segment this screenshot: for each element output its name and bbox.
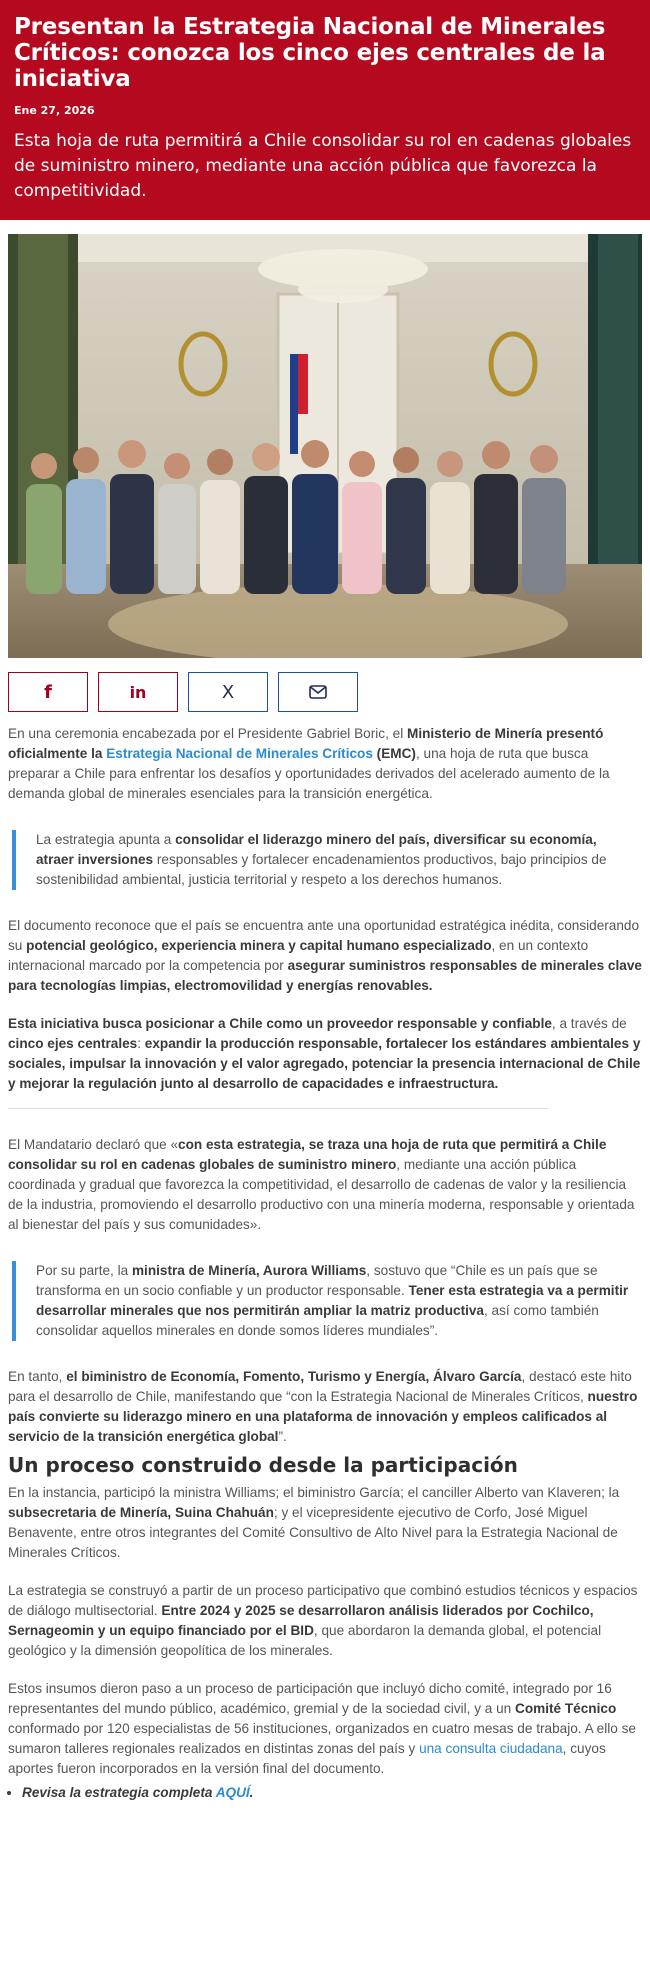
paragraph-process <box>8 1581 642 1661</box>
text: Revisa la estrategia completa <box>22 1785 216 1800</box>
text: Por su parte, la <box>36 1263 132 1278</box>
resource-list <box>22 1783 642 1803</box>
share-email-button[interactable] <box>278 672 358 712</box>
share-bar <box>8 672 642 712</box>
text: La estrategia apunta a <box>36 832 176 847</box>
text-bold: subsecretaria de Minería, Suina Chahuán <box>8 1505 274 1520</box>
text: En la instancia, participó la ministra Williams; el biministro García; el canciller Alberto van Klaveren; la <box>8 1485 620 1500</box>
text-bold: Esta iniciativa busca posicionar a Chile como un proveedor responsable y confiable <box>8 1016 552 1031</box>
text-bold: expandir la producción responsable, fortalecer los estándares ambientales y sociales, impulsar la innovación y el valor agregado, potenciar la presencia internacional de Chile y mejorar la regulación junto al desarrollo de capacidades e infraestructura. <box>8 1036 641 1091</box>
text: , así como también consolidar aquellos minerales en donde somos líderes mundiales”. <box>36 1303 599 1338</box>
paragraph-committee <box>8 1679 642 1779</box>
text: , que abordaron la demanda global, el potencial geológico y la dimensión geopolítica de los minerales. <box>8 1623 602 1658</box>
text: El documento reconoce que el país se encuentra ante una oportunidad estratégica inédita, considerando su <box>8 918 640 953</box>
article-lead: Esta hoja de ruta permitirá a Chile consolidar su rol en cadenas globales de suministro minero, mediante una acción pública que favorezca la competitividad. <box>14 131 632 201</box>
text: , a través de <box>551 1016 627 1031</box>
strategy-link[interactable]: Estrategia Nacional de Minerales Críticos <box>106 746 373 761</box>
text-bold: consolidar el liderazgo minero del país, diversificar su economía, atraer inversiones <box>36 832 597 867</box>
text-bold: Comité Técnico <box>515 1701 617 1716</box>
share-x-button[interactable] <box>188 672 268 712</box>
text: , en un contexto internacional marcado por la competencia por <box>8 938 589 973</box>
text: El Mandatario declaró que « <box>8 1137 179 1152</box>
text: En tanto, <box>8 1369 67 1384</box>
text-bold: Entre 2024 y 2025 se desarrollaron análisis liderados por Cochilco, Sernageomin y un equipo financiado por el BID <box>8 1603 594 1638</box>
share-linkedin-button[interactable] <box>98 672 178 712</box>
text-bold: cinco ejes centrales <box>8 1036 138 1051</box>
paragraph-opportunity <box>8 916 642 996</box>
text-bold: potencial geológico, experiencia minera y capital humano especializado <box>26 938 492 953</box>
ceremony-photo-illustration <box>8 234 642 658</box>
highlight-quote-2 <box>12 1261 642 1341</box>
text: , cuyos aportes fueron incorporados en la versión final del documento. <box>8 1741 606 1776</box>
text-bold: Tener esta estrategia va a permitir desarrollar minerales que nos permitirán ampliar la matriz productiva <box>36 1283 629 1318</box>
x-icon: X <box>221 681 235 703</box>
paragraph-president-quote <box>8 1135 642 1235</box>
text: responsables y fortalecer encadenamientos productivos, bajo principios de sostenibilidad ambiental, justicia territorial y respeto a los derechos humanos. <box>36 852 607 887</box>
text: En una ceremonia encabezada por el Presidente Gabriel Boric, el <box>8 726 407 741</box>
text: La estrategia se construyó a partir de un proceso participativo que combinó estudios técnicos y espacios de diálogo multisectorial. <box>8 1583 638 1618</box>
linkedin-icon: in <box>129 682 147 702</box>
strategy-download-link[interactable]: AQUÍ <box>215 1785 250 1800</box>
divider <box>8 1108 548 1109</box>
article-body <box>0 724 650 1803</box>
share-facebook-button[interactable] <box>8 672 88 712</box>
text-bold: ministra de Minería, Aurora Williams <box>131 1263 367 1278</box>
text: ; y el vicepresidente ejecutivo de Corfo, José Miguel Benavente, entre otros integrantes del Comité Consultivo de Alto Nivel para la Estrategia Nacional de Minerales Críticos. <box>8 1505 618 1560</box>
article-date: Ene 27, 2026 <box>14 104 95 117</box>
paragraph-biminister <box>8 1367 642 1447</box>
ceremony-photo <box>8 234 642 658</box>
paragraph-five-axes <box>8 1014 642 1094</box>
highlight-quote-1 <box>12 830 642 890</box>
article-header <box>0 0 650 220</box>
text: : <box>137 1036 145 1051</box>
text: conformado por 120 especialistas de 56 instituciones, organizados en cuatro mesas de trabajo. A ello se sumaron talleres regionales realizados en distintas zonas del país y <box>8 1721 636 1756</box>
paragraph-participants <box>8 1483 642 1563</box>
facebook-icon: f <box>44 681 52 703</box>
text: Estos insumos dieron paso a un proceso de participación que incluyó dicho comité, integrado por 16 representantes del mundo público, académico, gremial y de la sociedad civil, y a un <box>8 1681 612 1716</box>
envelope-icon <box>309 685 327 699</box>
text-bold: (EMC) <box>372 746 416 761</box>
article-title: Presentan la Estrategia Nacional de Minerales Críticos: conozca los cinco ejes centrales de la iniciativa <box>14 14 606 92</box>
text: , destacó este hito para el desarrollo de Chile, manifestando que “con la Estrategia Nacional de Minerales Críticos, <box>8 1369 632 1404</box>
text-bold: asegurar suministros responsables de minerales clave para tecnologías limpias, electromovilidad y energías renovables. <box>8 958 642 993</box>
text-bold: con esta estrategia, se traza una hoja de ruta que permitirá a Chile consolidar su rol en cadenas globales de suministro minero <box>8 1137 607 1172</box>
consulta-ciudadana-link[interactable]: una consulta ciudadana <box>419 1741 563 1756</box>
paragraph-intro <box>8 724 642 804</box>
text: . <box>249 1785 254 1800</box>
list-item <box>22 1783 642 1803</box>
text-bold: nuestro país convierte su liderazgo minero en una plataforma de innovación y empleos calificados al servicio de la transición energética global <box>8 1389 638 1444</box>
section-heading: Un proceso construido desde la participación <box>8 1453 518 1477</box>
text-bold: Ministerio de Minería presentó oficialmente la <box>8 726 604 761</box>
text: ”. <box>278 1429 287 1444</box>
text: , sostuvo que “Chile es un país que se transforma en un socio confiable y un productor responsable. <box>36 1263 598 1298</box>
text-bold: el biministro de Economía, Fomento, Turismo y Energía, Álvaro García <box>66 1369 522 1384</box>
text: , una hoja de ruta que busca preparar a Chile para enfrentar los desafíos y oportunidades derivados del acelerado aumento de la demanda global de minerales esenciales para la transición energética. <box>8 746 610 801</box>
text: , mediante una acción pública coordinada y gradual que favorezca la competitividad, el desarrollo de cadenas de valor y la resiliencia de la industria, promoviendo el desarrollo productivo con una minería moderna, responsable y orientada al bienestar del país y sus comunidades». <box>8 1157 635 1232</box>
